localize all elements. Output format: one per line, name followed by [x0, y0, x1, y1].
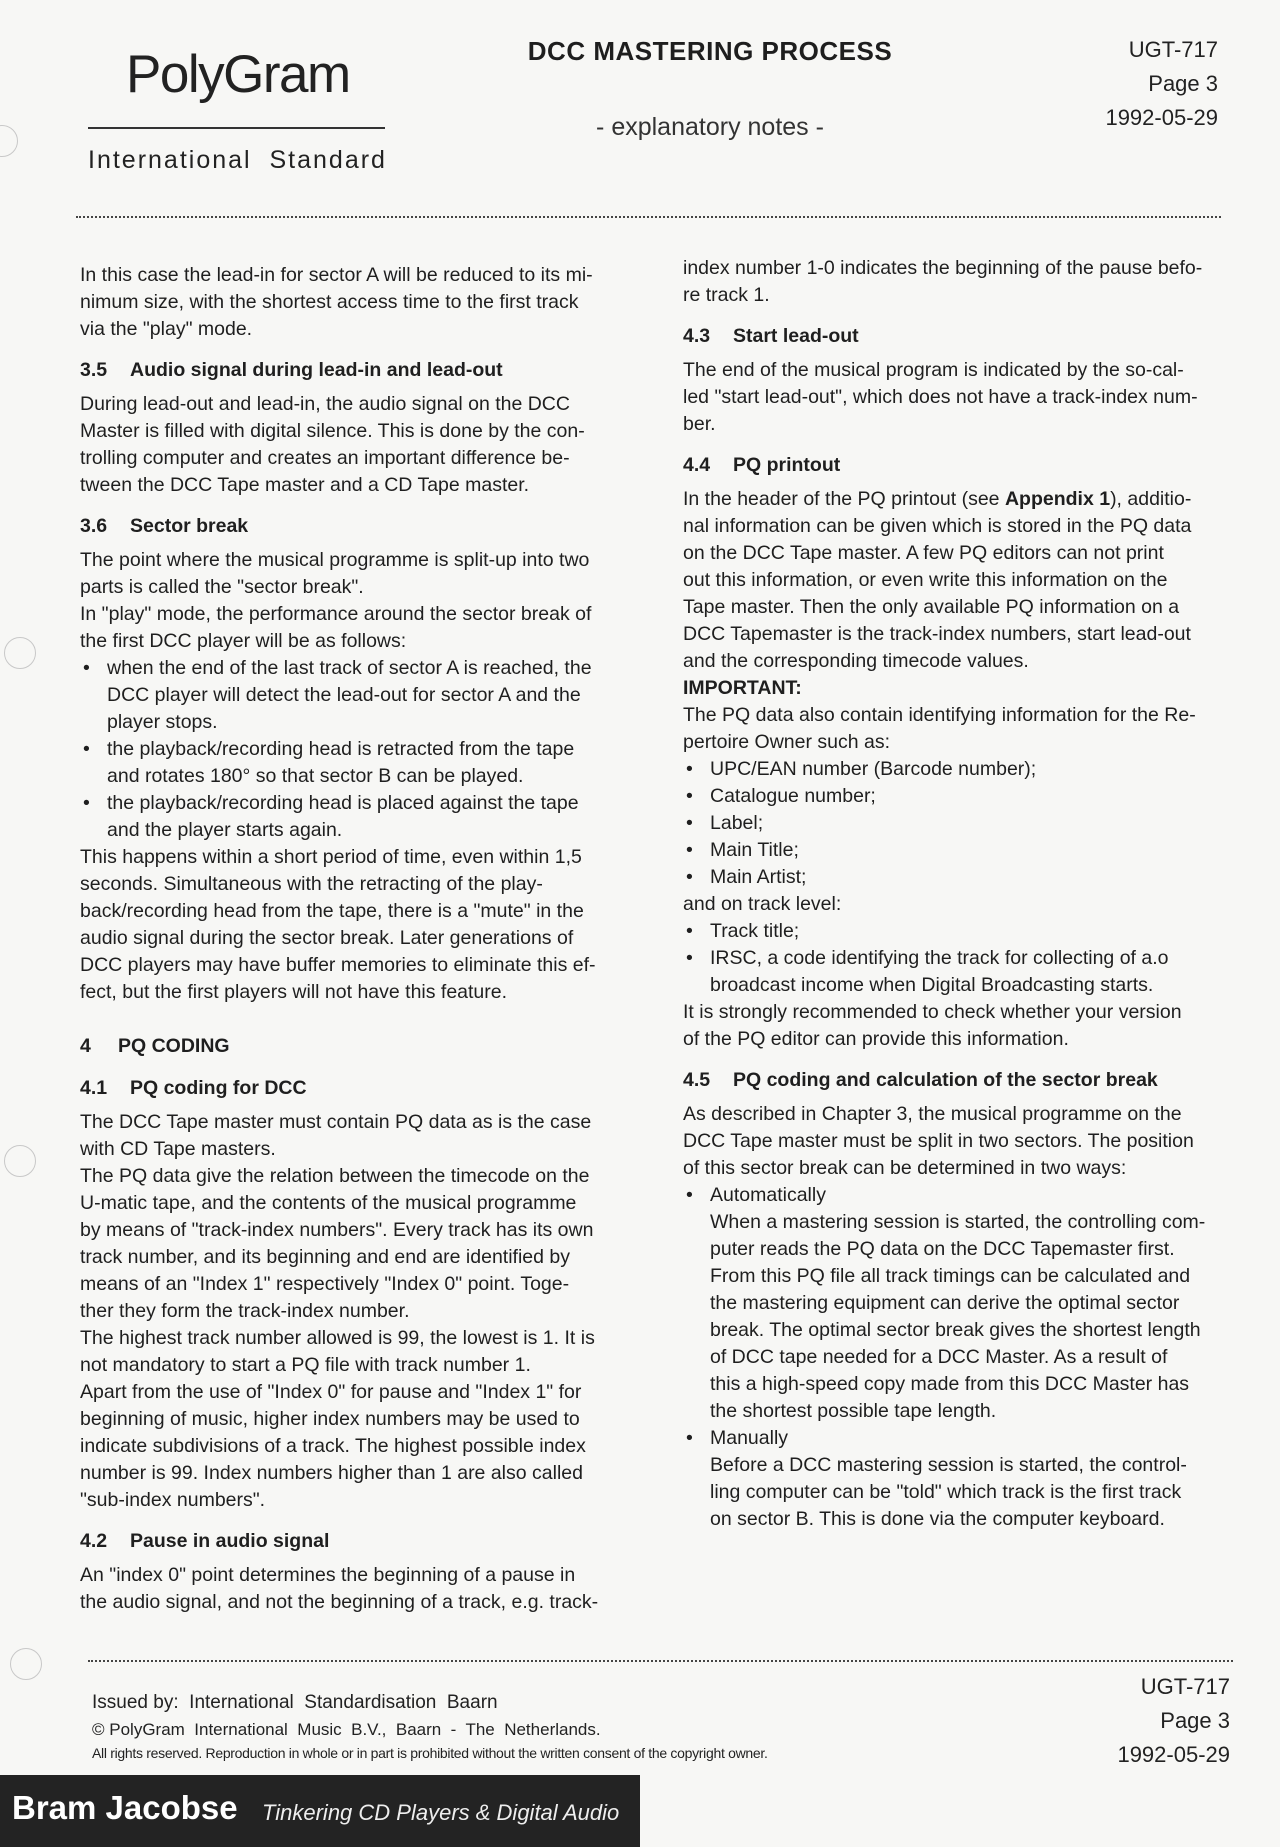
bullet-icon: • [83, 738, 90, 760]
important-label: IMPORTANT: [683, 677, 802, 699]
section-number: 3.5 [80, 359, 108, 381]
section-4-5-heading [683, 1067, 1223, 1094]
text-run: ), additio- nal information can be given which is stored in the PQ data on the DCC Tape master. A few PQ editors can not print out this information, or even write this information on the Tape master. Then the only available PQ information on a DCC Tapemaster is the track-index numbers, start lead-out and the corresponding timecode values. [683, 488, 1192, 672]
polygram-logo: PolyGram [126, 45, 350, 104]
watermark-banner [0, 1775, 640, 1847]
chapter-4-heading [80, 1033, 620, 1060]
bullet-icon: • [686, 839, 693, 861]
document-subtitle: - explanatory notes - [596, 113, 824, 141]
section-4-4-p2: The PQ data also contain identifying information for the Re- pertoire Owner such as: [683, 704, 1196, 753]
method-title: Manually [710, 1427, 789, 1449]
list-item-text: Label; [710, 812, 764, 834]
section-title: PQ coding and calculation of the sector break [733, 1069, 1158, 1091]
section-number: 4.3 [683, 325, 711, 347]
section-number: 3.6 [80, 515, 108, 537]
list-item [683, 1425, 1223, 1533]
section-title: Start lead-out [733, 325, 859, 347]
section-number: 4.1 [80, 1077, 108, 1099]
section-title: Sector break [130, 515, 249, 537]
section-4-1-p1: The DCC Tape master must contain PQ data as is the case with CD Tape masters. [80, 1111, 592, 1160]
section-4-5-p1: As described in Chapter 3, the musical programme on the DCC Tape master must be split in two sectors. The position of this sector break can be determined in two ways: [683, 1103, 1194, 1179]
bullet-icon: • [686, 785, 693, 807]
page-number: Page 3 [1148, 71, 1218, 96]
section-3-6-p3: This happens within a short period of time, even within 1,5 seconds. Simultaneous with the retracting of the play- back/recording head from the tape, there is a "mute" in the audio signal during the sector break. Later generations of DCC players may have buffer memories to eliminate this ef- fect, but the first players will not have this feature. [80, 846, 596, 1003]
bullet-icon: • [686, 866, 693, 888]
right-column [683, 255, 1223, 1533]
doc-id: UGT-717 [1140, 1674, 1230, 1699]
track-info-list [683, 918, 1223, 999]
punch-hole [4, 1145, 36, 1177]
footer-rule [88, 1660, 1233, 1662]
list-item [683, 837, 1223, 864]
doc-date: 1992-05-29 [1105, 105, 1218, 130]
list-item [80, 736, 620, 790]
doc-date: 1992-05-29 [1117, 1742, 1230, 1767]
track-level-label: and on track level: [683, 893, 842, 915]
rights-notice: All rights reserved. Reproduction in whole or in part is prohibited without the written consent of the copyright owner. [92, 1745, 768, 1761]
bullet-icon: • [686, 1427, 693, 1449]
sector-break-methods-list [683, 1182, 1223, 1533]
continued-paragraph: index number 1-0 indicates the beginning of the pause befo- re track 1. [683, 257, 1203, 306]
section-title: PQ CODING [118, 1035, 230, 1057]
issued-by: Issued by: International Standardisation Baarn [92, 1692, 498, 1713]
section-title: PQ printout [733, 454, 841, 476]
copyright-line: © PolyGram International Music B.V., Baarn - The Netherlands. [92, 1720, 601, 1739]
list-item-text: Track title; [710, 920, 800, 942]
section-title: PQ coding for DCC [130, 1077, 307, 1099]
section-number: 4 [80, 1035, 91, 1057]
document-title: DCC MASTERING PROCESS [527, 36, 893, 66]
punch-hole [0, 125, 18, 157]
section-3-6-heading [80, 513, 620, 540]
bullet-icon: • [686, 812, 693, 834]
section-4-2-body: An "index 0" point determines the beginning of a pause in the audio signal, and not the beginning of a track, e.g. track- [80, 1564, 599, 1613]
section-3-5-body: During lead-out and lead-in, the audio signal on the DCC Master is filled with digital silence. This is done by the con- trolling computer and creates an important difference be- tween the DCC Tape master and a CD Tape master. [80, 393, 585, 496]
section-number: 4.4 [683, 454, 711, 476]
list-item-text: UPC/EAN number (Barcode number); [710, 758, 1037, 780]
method-title: Automatically [710, 1184, 826, 1206]
logo-divider [88, 127, 385, 129]
section-4-4-p1 [683, 486, 1223, 675]
section-4-1-p2: The PQ data give the relation between the timecode on the U-matic tape, and the contents of the musical programme by means of "track-index numbers". Every track has its own track number, and its beginning and end are identified by means of an "Index 1" respectively "Index 0" point. Toge- ther they form the track-index number. [80, 1165, 594, 1322]
list-item [80, 790, 620, 844]
section-4-3-heading [683, 323, 1223, 350]
list-item [683, 756, 1223, 783]
list-item-text: Catalogue number; [710, 785, 876, 807]
footer-issuer [92, 1689, 601, 1743]
bullet-icon: • [83, 792, 90, 814]
punch-hole [10, 1648, 42, 1680]
list-item-text: Main Artist; [710, 866, 807, 888]
doc-id: UGT-717 [1128, 37, 1218, 62]
list-item [683, 918, 1223, 945]
section-3-5-heading [80, 357, 620, 384]
punch-hole [4, 637, 36, 669]
bullet-icon: • [686, 758, 693, 780]
section-4-3-body: The end of the musical program is indicated by the so-cal- led "start lead-out", which does not have a track-index num- ber. [683, 359, 1198, 435]
list-item-text: the playback/recording head is retracted from the tape and rotates 180° so that sector B can be played. [107, 738, 575, 787]
section-number: 4.2 [80, 1530, 108, 1552]
footer-meta [1030, 1670, 1230, 1772]
intro-paragraph: In this case the lead-in for sector A will be reduced to its mi- nimum size, with the shortest access time to the first track via the "play" mode. [80, 264, 593, 340]
text-run: In the header of the PQ printout (see [683, 488, 1005, 510]
section-4-4-p3: It is strongly recommended to check whether your version of the PQ editor can provide this information. [683, 1001, 1182, 1050]
list-item [683, 945, 1223, 999]
list-item [683, 810, 1223, 837]
bullet-icon: • [686, 920, 693, 942]
section-4-2-heading [80, 1528, 620, 1555]
list-item-text: when the end of the last track of sector A is reached, the DCC player will detect the lead-out for sector A and the player stops. [107, 657, 592, 733]
list-item [683, 783, 1223, 810]
list-item-text: Main Title; [710, 839, 799, 861]
left-column [80, 262, 620, 1616]
section-3-6-p1: The point where the musical programme is split-up into two parts is called the "sector break". [80, 549, 590, 598]
section-4-4-heading [683, 452, 1223, 479]
section-4-1-p3: The highest track number allowed is 99, the lowest is 1. It is not mandatory to start a PQ file with track number 1. [80, 1327, 595, 1376]
bullet-icon: • [686, 947, 693, 969]
banner-tagline: Tinkering CD Players & Digital Audio [262, 1800, 620, 1825]
method-body: When a mastering session is started, the controlling com- puter reads the PQ data on the DCC Tapemaster first. From this PQ file all track timings can be calculated and the mastering equipment can derive the optimal sector break. The optimal sector break gives the shortest length of DCC tape needed for a DCC Master. As a result of this a high-speed copy made from this DCC Master has the shortest possible tape length. [710, 1211, 1206, 1422]
section-number: 4.5 [683, 1069, 711, 1091]
section-3-6-p2: In "play" mode, the performance around the sector break of the first DCC player will be as follows: [80, 603, 592, 652]
bullet-icon: • [83, 657, 90, 679]
bullet-icon: • [686, 1184, 693, 1206]
sector-break-list [80, 655, 620, 844]
list-item [80, 655, 620, 736]
repertoire-info-list [683, 756, 1223, 891]
banner-name: Bram Jacobse [12, 1789, 238, 1826]
list-item [683, 864, 1223, 891]
list-item [683, 1182, 1223, 1425]
standard-label: International Standard [88, 146, 387, 174]
section-4-1-heading [80, 1075, 620, 1102]
method-body: Before a DCC mastering session is started, the control- ling computer can be "told" which track is the first track on sector B. This is done via the computer keyboard. [710, 1454, 1187, 1530]
section-title: Pause in audio signal [130, 1530, 330, 1552]
section-4-1-p4: Apart from the use of "Index 0" for pause and "Index 1" for beginning of music, higher index numbers may be used to indicate subdivisions of a track. The highest possible index number is 99. Index numbers higher than 1 are also called "sub-index numbers". [80, 1381, 586, 1511]
appendix-reference: Appendix 1 [1004, 488, 1111, 510]
list-item-text: the playback/recording head is placed against the tape and the player starts again. [107, 792, 579, 841]
page-number: Page 3 [1160, 1708, 1230, 1733]
header-rule [76, 216, 1221, 218]
header-meta [1018, 33, 1218, 135]
section-title: Audio signal during lead-in and lead-out [130, 359, 503, 381]
list-item-text: IRSC, a code identifying the track for collecting of a.o broadcast income when Digital Broadcasting starts. [710, 947, 1169, 996]
